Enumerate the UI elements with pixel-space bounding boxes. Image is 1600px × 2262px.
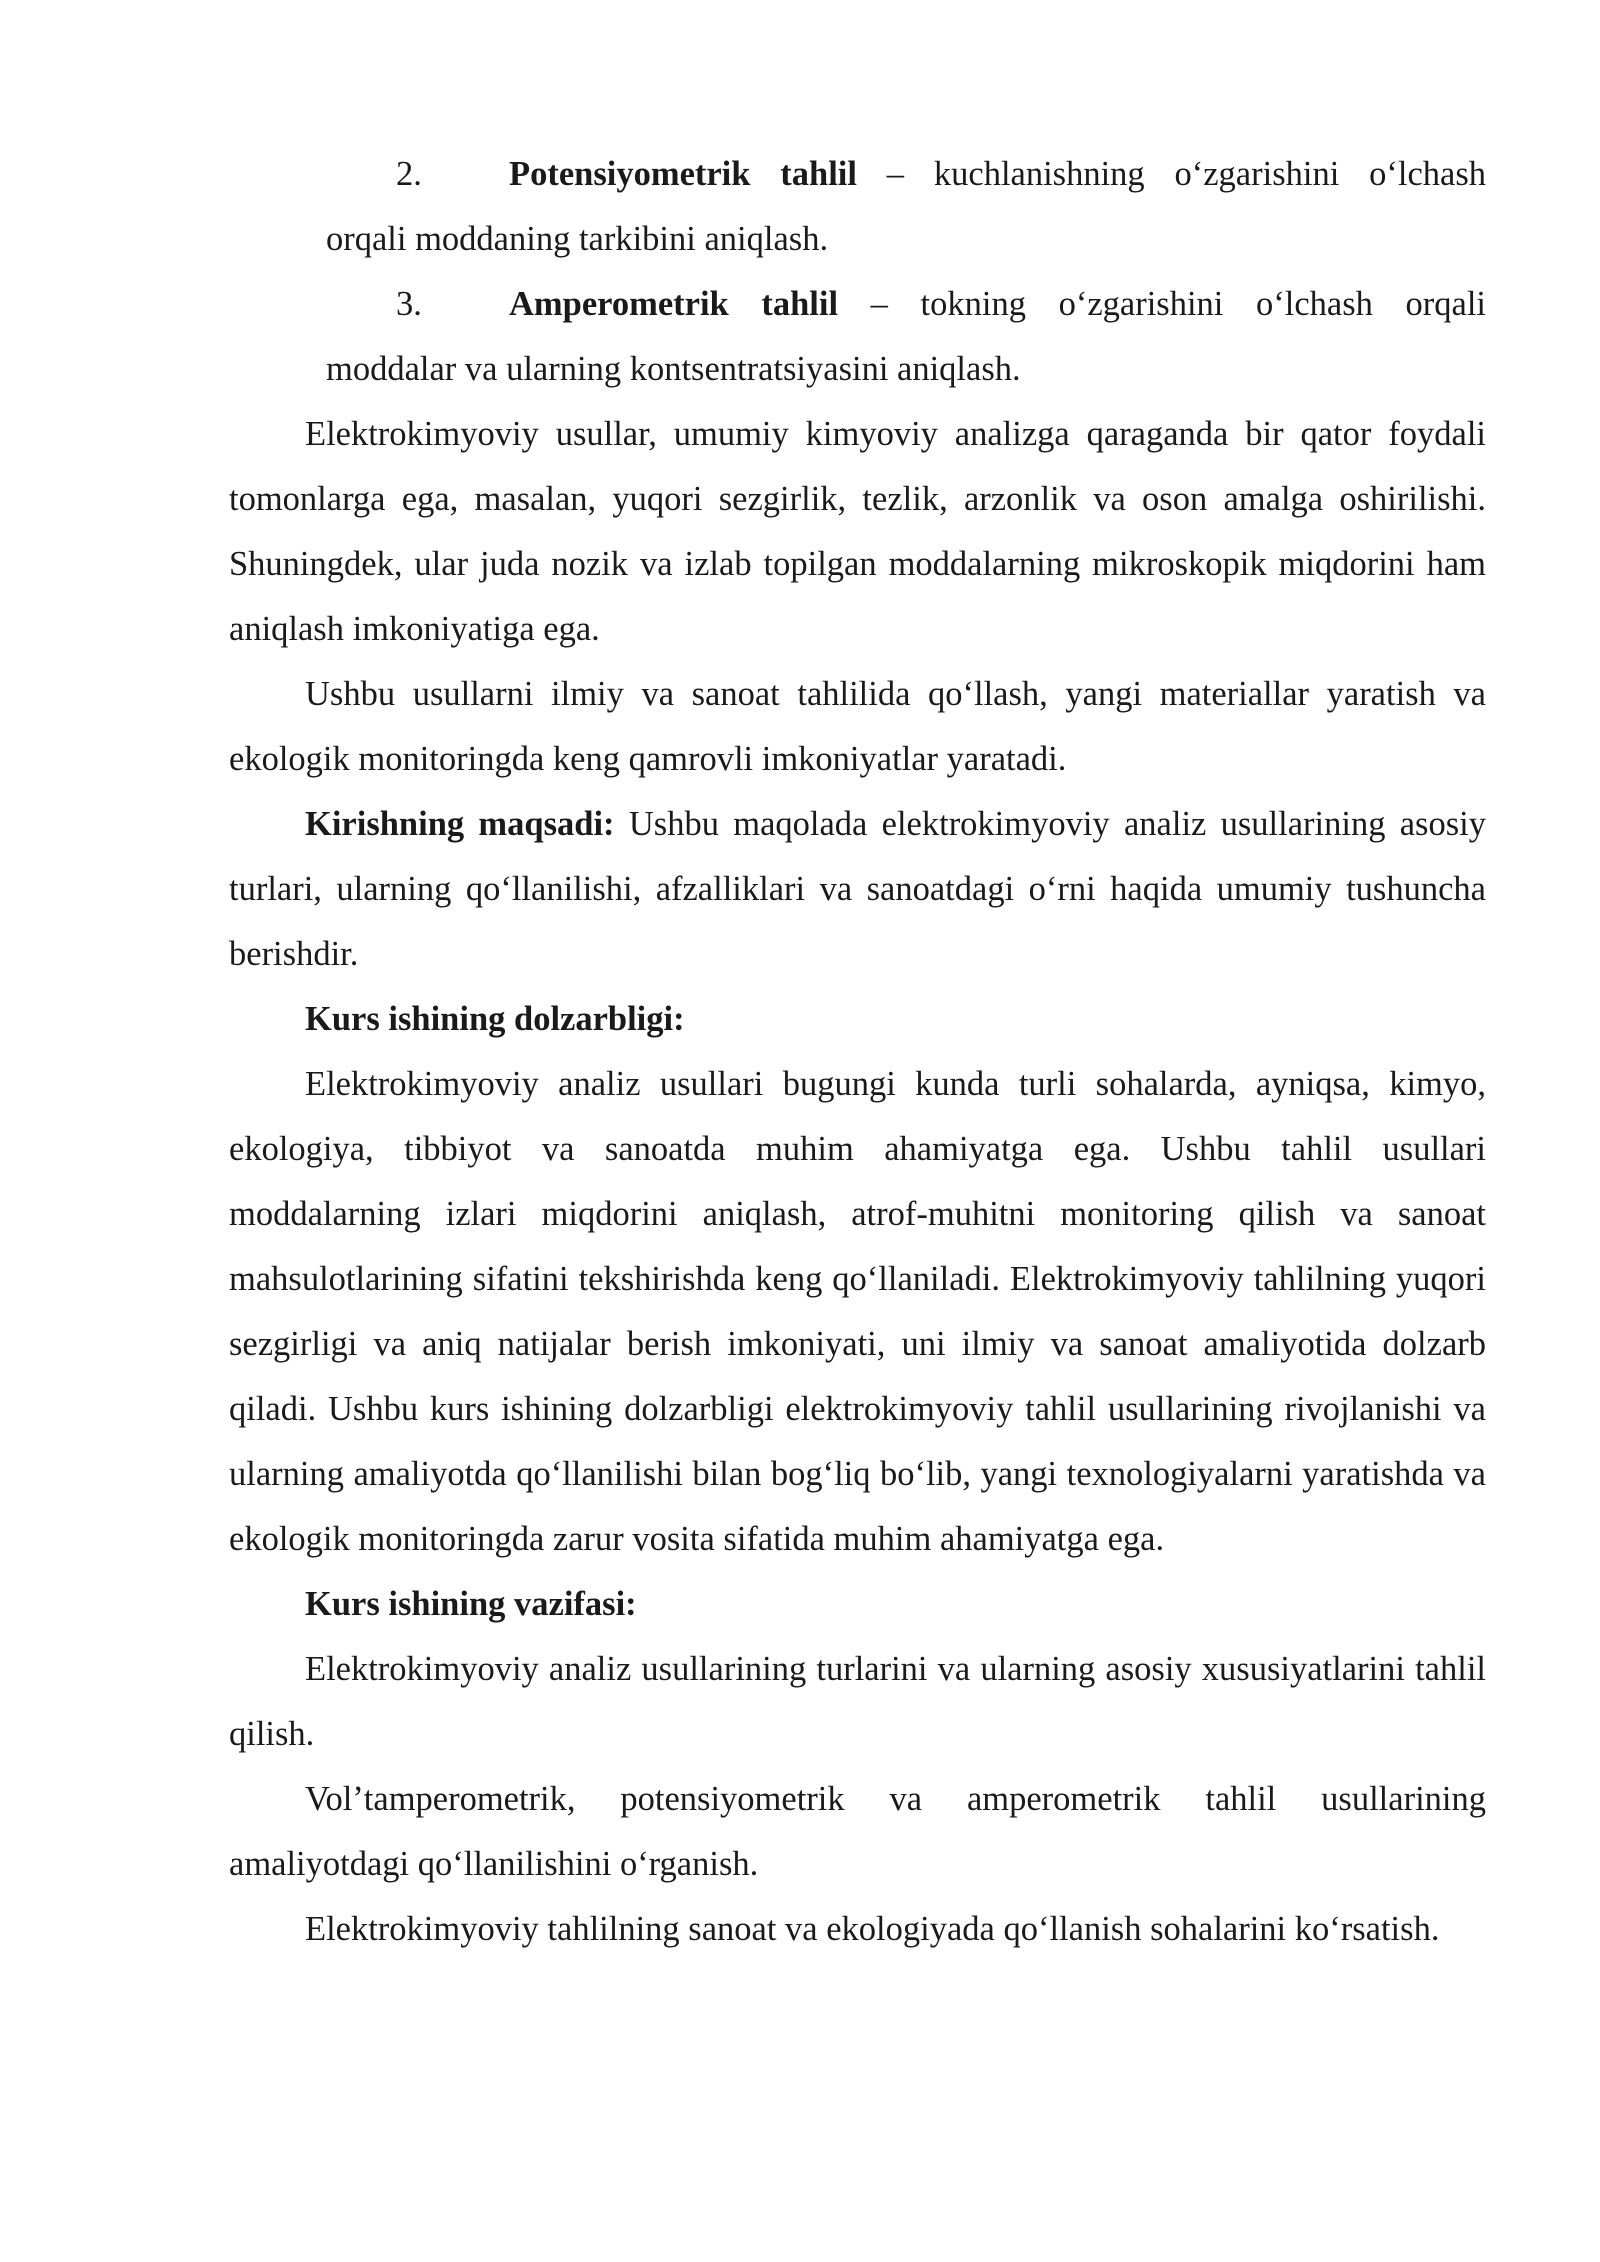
paragraph-task-3: Elektrokimyoviy tahlilning sanoat va ekologiyada qoʻllanish sohalarini koʻrsatish. bbox=[305, 1910, 1440, 1948]
list-item-continuation: orqali moddaning tarkibini aniqlash. bbox=[326, 220, 829, 258]
heading-tasks: Kurs ishining vazifasi: bbox=[305, 1585, 637, 1623]
list-term: Potensiyometrik tahlil bbox=[509, 155, 857, 193]
paragraph-relevance: Elektrokimyoviy analiz usullari bugungi kunda turli sohalarda, ayniqsa, kimyo, ekologiya, tibbiyot va sanoatda muhim ahamiyatga ega. Ushbu tahlil usullari moddalarning izlari miqdorini aniqlash, atrof-muhitni monitoring qilish va sanoat mahsulotlarining sifatini tekshirishda keng qoʻllaniladi. Elektrokimyoviy tahlilning yuqori sezgirligi va aniq natijalar berish imkoniyati, uni ilmiy va sanoat amaliyotida dolzarb qiladi. Ushbu kurs ishining dolzarbligi elektrokimyoviy tahlil usullarining rivojlanishi va ularning amaliyotda qoʻllanilishi bilan bogʻliq boʻlib, yangi texnologiyalarni yaratishda va ekologik monitoringda zarur vosita sifatida muhim ahamiyatga ega. bbox=[229, 1065, 1486, 1558]
list-number: 2. bbox=[396, 155, 422, 193]
list-item-continuation: moddalar va ularning kontsentratsiyasini aniqlash. bbox=[326, 350, 1021, 388]
list-term-definition: – tokning oʻzgarishini oʻlchash orqali bbox=[838, 285, 1486, 323]
paragraph-applications: Ushbu usullarni ilmiy va sanoat tahlilida qoʻllash, yangi materiallar yaratish va ekologik monitoringda keng qamrovli imkoniyatlar yaratadi. bbox=[229, 675, 1486, 778]
paragraph-task-2: Volʼtamperometrik, potensiyometrik va amperometrik tahlil usullarining amaliyotdagi qoʻllanilishini oʻrganish. bbox=[229, 1780, 1486, 1883]
goal-label: Kirishning maqsadi: bbox=[305, 805, 615, 843]
list-term: Amperometrik tahlil bbox=[509, 285, 839, 323]
list-item-amperometric bbox=[326, 272, 1486, 402]
document-page bbox=[229, 142, 1486, 1962]
list-item-first-line bbox=[326, 142, 1486, 207]
list-item-first-line bbox=[326, 272, 1486, 337]
list-number: 3. bbox=[396, 285, 422, 323]
heading-relevance: Kurs ishining dolzarbligi: bbox=[305, 1000, 685, 1038]
paragraph-task-1: Elektrokimyoviy analiz usullarining turlarini va ularning asosiy xususiyatlarini tahlil qilish. bbox=[229, 1650, 1486, 1753]
goal-text: Ushbu maqolada elektrokimyoviy analiz usullarining asosiy turlari, ularning qoʻllanilishi, afzalliklari va sanoatdagi oʻrni haqida umumiy tushuncha berishdir. bbox=[229, 805, 1486, 973]
paragraph-advantages: Elektrokimyoviy usullar, umumiy kimyoviy analizga qaraganda bir qator foydali tomonlarga ega, masalan, yuqori sezgirlik, tezlik, arzonlik va oson amalga oshirilishi. Shuningdek, ular juda nozik va izlab topilgan moddalarning mikroskopik miqdorini ham aniqlash imkoniyatiga ega. bbox=[229, 415, 1486, 648]
list-term-definition: – kuchlanishning oʻzgarishini oʻlchash bbox=[856, 155, 1486, 193]
paragraph-goal bbox=[229, 792, 1486, 987]
list-item-potentiometric bbox=[326, 142, 1486, 272]
